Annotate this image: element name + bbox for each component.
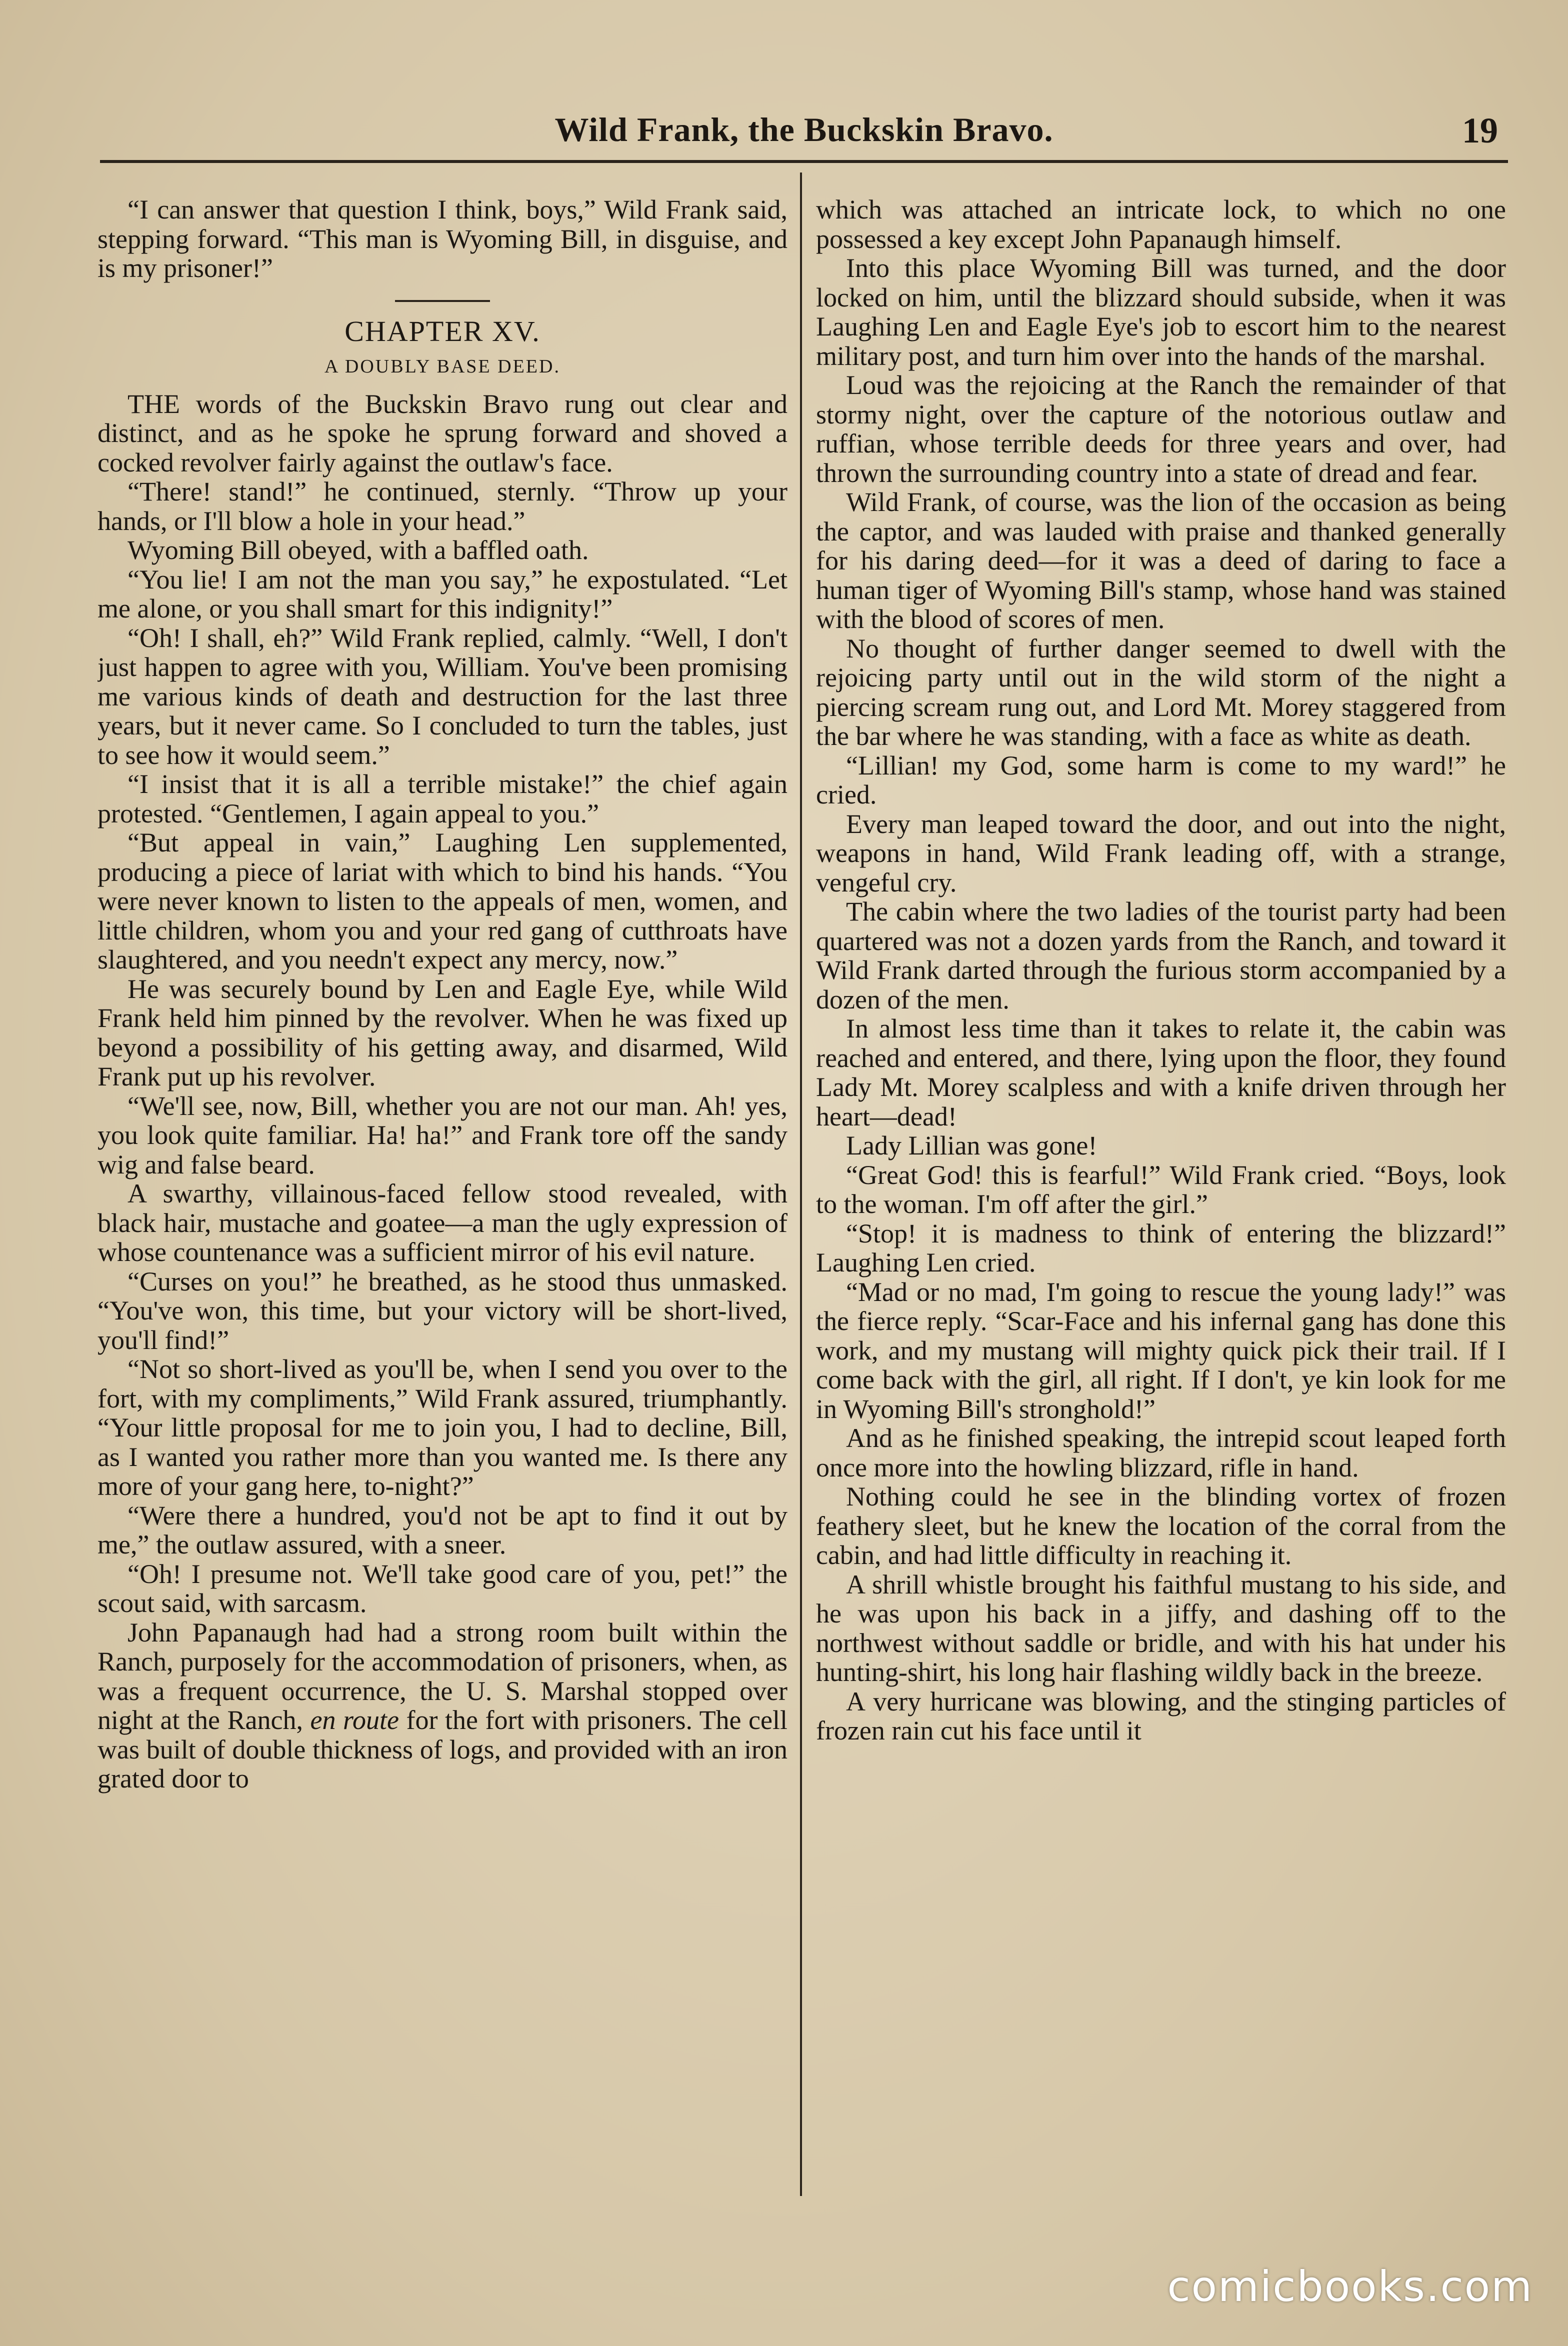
paragraph: A swarthy, villainous-faced fellow stood revealed, with black hair, mustache and goatee—a man the ugly expression of whose countenance was a sufficient mirror of his evil nature. [98, 1178, 788, 1267]
paragraph: A shrill whistle brought his faithful mustang to his side, and he was upon his back in a jiffy, and dashing off to the northwest without saddle or bridle, and with his hat under his hunting-shirt, his long hair flashing wildly back in the breeze. [816, 1569, 1506, 1687]
paragraph: “We'll see, now, Bill, whether you are not our man. Ah! yes, you look quite familiar. Ha! ha!” and Frank tore off the sandy wig and false beard. [98, 1090, 788, 1180]
paragraph: Lady Lillian was gone! [846, 1130, 1098, 1160]
paragraph: Nothing could he see in the blinding vortex of frozen feathery sleet, but he knew the location of the corral from the cabin, and had little difficulty in reaching it. [816, 1482, 1506, 1570]
paragraph: Wild Frank, of course, was the lion of the occasion as being the captor, and was lauded with praise and thanked generally for his daring deed—for it was a deed of daring to face a human tiger of Wyoming Bill's stamp, whose hand was stained with the blood of scores of men. [816, 487, 1506, 634]
chapter-subtitle: A DOUBLY BASE DEED. [324, 356, 560, 377]
paragraph: In almost less time than it takes to relate it, the cabin was reached and entered, and there, lying upon the floor, they found Lady Mt. Morey scalpless and with a knife driven through her heart—dead! [816, 1014, 1506, 1132]
paragraph: “Stop! it is madness to think of entering the blizzard!” Laughing Len cried. [816, 1218, 1506, 1278]
paragraph: “Oh! I presume not. We'll take good care of you, pet!” the scout said, with sarcasm. [98, 1558, 788, 1618]
section-rule [395, 300, 490, 302]
left-column [98, 195, 788, 2196]
paragraph: “There! stand!” he continued, sternly. “Throw up your hands, or I'll blow a hole in your head.” [98, 476, 788, 536]
column-divider [800, 172, 802, 2196]
paragraph: No thought of further danger seemed to dwell with the rejoicing party until out in the wild storm of the night a piercing scream rung out, and Lord Mt. Morey staggered from the bar where he was standing, with a face as white as death. [816, 633, 1506, 751]
paragraph: “Oh! I shall, eh?” Wild Frank replied, calmly. “Well, I don't just happen to agree with you, William. You've been promising me various kinds of death and destruction for the last three years, but it never came. So I concluded to turn the tables, just to see how it would seem.” [98, 622, 788, 770]
paragraph: “Lillian! my God, some harm is come to my ward!” he cried. [816, 750, 1506, 810]
paragraph: Wyoming Bill obeyed, with a baffled oath. [128, 535, 589, 565]
paragraph: Into this place Wyoming Bill was turned, and the door locked on him, until the blizzard should subside, when it was Laughing Len and Eagle Eye's job to escort him to the nearest military post, and turn him over into the hands of the marshal. [816, 253, 1506, 371]
watermark: comicbooks.com [1167, 2262, 1533, 2311]
paragraph: “You lie! I am not the man you say,” he expostulated. “Let me alone, or you shall smart for this indignity!” [98, 564, 788, 624]
paragraph: THE words of the Buckskin Bravo rung out clear and distinct, and as he spoke he sprung forward and shoved a cocked revolver fairly against the outlaw's face. [98, 388, 788, 478]
paragraph: And as he finished speaking, the intrepid scout leaped forth once more into the howling blizzard, rifle in hand. [816, 1423, 1506, 1482]
text-run: John Papanaugh had had a strong room built within the Ranch, purposely for the accommodation of prisoners, when, as was a frequent occurrence, the U. S. Marshal stopped over night at the Ranch, [98, 1617, 788, 1735]
paragraph: Loud was the rejoicing at the Ranch the remainder of that stormy night, over the capture of the notorious outlaw and ruffian, whose terrible deeds for three years and over, had thrown the surrounding country into a state of dread and fear. [816, 370, 1506, 488]
paragraph: “Great God! this is fearful!” Wild Frank cried. “Boys, look to the woman. I'm off after the girl.” [816, 1160, 1506, 1219]
paragraph: “I insist that it is all a terrible mistake!” the chief again protested. “Gentlemen, I again appeal to you.” [98, 769, 788, 828]
paragraph: He was securely bound by Len and Eagle Eye, while Wild Frank held him pinned by the revolver. When he was fixed up beyond a possibility of his getting away, and disarmed, Wild Frank put up his revolver. [98, 974, 788, 1092]
paragraph [98, 1618, 788, 1794]
text-run: for the fort with prisoners. The cell was built of double thickness of logs, and provided with an iron grated door to [98, 1705, 788, 1794]
paragraph: A very hurricane was blowing, and the stinging particles of frozen rain cut his face until it [816, 1686, 1506, 1746]
paragraph: “But appeal in vain,” Laughing Len supplemented, producing a piece of lariat with which to bind his hands. “You were never known to listen to the appeals of men, women, and little children, whom you and your red gang of cutthroats have slaughtered, and you needn't expect any mercy, now.” [98, 828, 788, 974]
italic-text-run: en route [310, 1705, 399, 1735]
paragraph: which was attached an intricate lock, to which no one possessed a key except John Papanaugh himself. [816, 195, 1506, 254]
page-number: 19 [1462, 110, 1498, 150]
paragraph: “Were there a hundred, you'd not be apt to find it out by me,” the outlaw assured, with a sneer. [98, 1500, 788, 1560]
paragraph: Every man leaped toward the door, and out into the night, weapons in hand, Wild Frank leading off, with a strange, vengeful cry. [816, 808, 1506, 898]
chapter-heading: CHAPTER XV. [344, 314, 540, 348]
paragraph: “I can answer that question I think, boys,” Wild Frank said, stepping forward. “This man is Wyoming Bill, in disguise, and is my prisoner!” [98, 195, 788, 283]
paragraph: “Curses on you!” he breathed, as he stood thus unmasked. “You've won, this time, but your victory will be short-lived, you'll find!” [98, 1266, 788, 1355]
running-header [100, 105, 1508, 163]
paragraph: “Mad or no mad, I'm going to rescue the young lady!” was the fierce reply. “Scar-Face and his infernal gang has done this work, and my mustang will mighty quick pick their trail. If I come back with the girl, all right. If I don't, ye kin look for me in Wyoming Bill's stronghold!” [816, 1276, 1506, 1424]
paragraph: “Not so short-lived as you'll be, when I send you over to the fort, with my compliments,” Wild Frank assured, triumphantly. “Your little proposal for me to join you, I had to decline, Bill, as I wanted you rather more than you wanted me. Is there any more of your gang here, to-night?” [98, 1354, 788, 1501]
right-column [816, 195, 1506, 2196]
running-title: Wild Frank, the Buckskin Bravo. [554, 110, 1054, 148]
paragraph: The cabin where the two ladies of the tourist party had been quartered was not a dozen yards from the Ranch, and toward it Wild Frank darted through the furious storm accompanied by a dozen of the men. [816, 896, 1506, 1014]
